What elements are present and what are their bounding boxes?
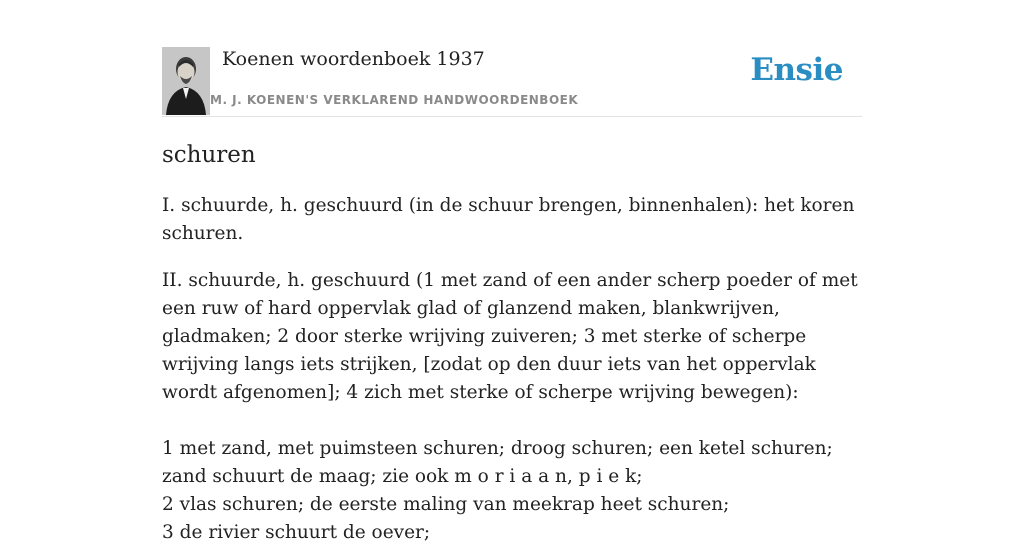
- entry-examples: [162, 435, 862, 547]
- dictionary-title[interactable]: Koenen woordenboek 1937: [222, 48, 485, 70]
- example-line: 3 de rivier schuurt de oever;: [162, 522, 431, 543]
- example-line: 2 vlas schuren; de eerste maling van meekrap heet schuren;: [162, 494, 730, 515]
- entry-sense-1: I. schuurde, h. geschuurd (in de schuur brengen, binnenhalen): het koren schuren.: [162, 195, 855, 244]
- entry-content: [162, 140, 862, 547]
- example-line: 1 met zand, met puimsteen schuren; droog schuren; een ketel schuren; zand schuurt de maag; zie ook m o r i a a n, p i e k;: [162, 438, 833, 487]
- dictionary-subtitle: M. J. KOENEN'S VERKLAREND HANDWOORDENBOEK: [210, 93, 579, 107]
- entry-headword: schuren: [162, 142, 256, 168]
- site-header: [162, 44, 862, 117]
- portrait-icon: [162, 47, 210, 115]
- ensie-logo-link[interactable]: Ensie: [750, 52, 843, 88]
- entry-sense-2: II. schuurde, h. geschuurd (1 met zand of een ander scherp poeder of met een ruw of hard oppervlak glad of glanzend maken, blankwrijven, gladmaken; 2 door sterke wrijving zuiveren; 3 met sterke of scherpe wrijving langs iets strijken, [zodat op den duur iets van het oppervlak wordt afgenomen]; 4 zich met sterke of scherpe wrijving bewegen):: [162, 270, 858, 403]
- author-portrait-image: [162, 47, 210, 115]
